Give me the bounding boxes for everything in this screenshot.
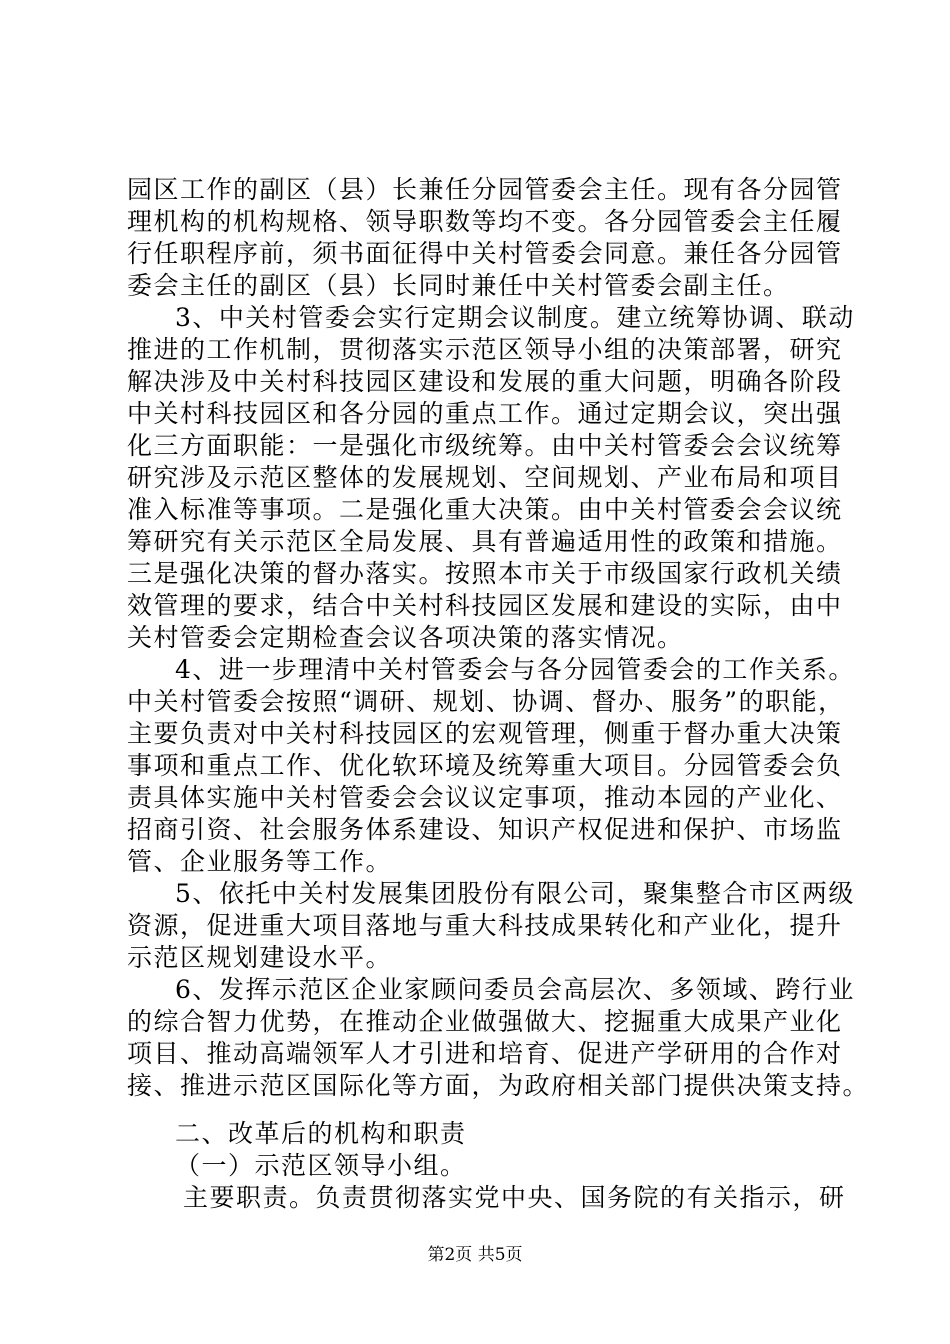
line-16: 4、进一步理清中关村管委会与各分园管委会的工作关系。: [175, 655, 855, 684]
line-27: 的综合智力优势，在推动企业做强做大、挖掘重大成果产业化: [127, 1007, 843, 1036]
line-18: 主要负责对中关村科技园区的宏观管理，侧重于督办重大决策: [127, 719, 843, 748]
line-1: 园区工作的副区（县）长兼任分园管委会主任。现有各分园管: [127, 175, 843, 204]
line-11: 准入标准等事项。二是强化重大决策。由中关村管委会会议统: [127, 495, 843, 524]
line-12: 筹研究有关示范区全局发展、具有普遍适用性的政策和措施。: [127, 527, 843, 556]
line-2: 理机构的机构规格、领导职数等均不变。各分园管委会主任履: [127, 207, 843, 236]
line-4: 委会主任的副区（县）长同时兼任中关村管委会副主任。: [127, 271, 790, 300]
section-heading: 二、改革后的机构和职责: [175, 1119, 467, 1148]
line-9: 化三方面职能：一是强化市级统筹。由中关村管委会会议统筹: [127, 431, 843, 460]
line-15: 关村管委会定期检查会议各项决策的落实情况。: [127, 623, 684, 652]
subsection-heading: （一）示范区领导小组。: [175, 1151, 467, 1180]
line-5: 3、中关村管委会实行定期会议制度。建立统筹协调、联动: [175, 303, 855, 332]
line-21: 招商引资、社会服务体系建设、知识产权促进和保护、市场监: [127, 815, 843, 844]
line-7: 解决涉及中关村科技园区建设和发展的重大问题，明确各阶段: [127, 367, 843, 396]
line-8: 中关村科技园区和各分园的重点工作。通过定期会议，突出强: [127, 399, 843, 428]
line-6: 推进的工作机制，贯彻落实示范区领导小组的决策部署，研究: [127, 335, 843, 364]
line-22: 管、企业服务等工作。: [127, 847, 393, 876]
line-26: 6、发挥示范区企业家顾问委员会高层次、多领域、跨行业: [175, 975, 855, 1004]
line-25: 示范区规划建设水平。: [127, 943, 393, 972]
line-14: 效管理的要求，结合中关村科技园区发展和建设的实际，由中: [127, 591, 843, 620]
line-19: 事项和重点工作、优化软环境及统筹重大项目。分园管委会负: [127, 751, 843, 780]
line-32: 主要职责。负责贯彻落实党中央、国务院的有关指示，研: [183, 1183, 846, 1212]
line-20: 责具体实施中关村管委会会议议定事项，推动本园的产业化、: [127, 783, 843, 812]
line-17: 中关村管委会按照“调研、规划、协调、督办、服务”的职能，: [127, 687, 845, 716]
line-28: 项目、推动高端领军人才引进和培育、促进产学研用的合作对: [127, 1039, 843, 1068]
line-23: 5、依托中关村发展集团股份有限公司，聚集整合市区两级: [175, 879, 855, 908]
line-29: 接、推进示范区国际化等方面，为政府相关部门提供决策支持。: [127, 1071, 870, 1100]
line-13: 三是强化决策的督办落实。按照本市关于市级国家行政机关绩: [127, 559, 843, 588]
page-footer: 第2页 共5页: [427, 1245, 523, 1265]
line-24: 资源，促进重大项目落地与重大科技成果转化和产业化，提升: [127, 911, 843, 940]
line-3: 行任职程序前，须书面征得中关村管委会同意。兼任各分园管: [127, 239, 843, 268]
line-10: 研究涉及示范区整体的发展规划、空间规划、产业布局和项目: [127, 463, 843, 492]
